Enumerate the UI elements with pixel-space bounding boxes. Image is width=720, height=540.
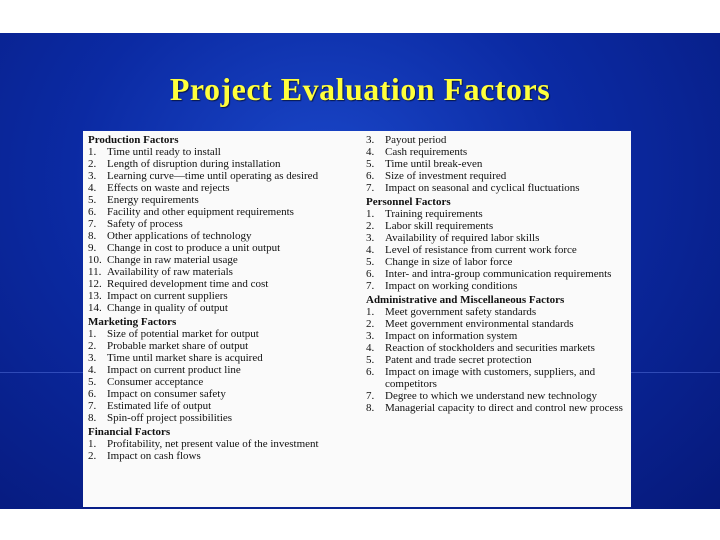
item-text: Impact on consumer safety (107, 388, 226, 400)
item-number: 7. (366, 280, 375, 292)
decorative-line (631, 372, 720, 373)
item-text: Meet government safety standards (385, 306, 537, 318)
list-item (88, 266, 358, 278)
right-column (366, 134, 628, 416)
item-number: 10. (88, 254, 102, 266)
list-item (366, 268, 628, 280)
list-item (366, 318, 628, 330)
list-item (366, 342, 628, 354)
list-item (366, 390, 628, 402)
item-text: Level of resistance from current work force (385, 244, 577, 256)
item-text: Safety of process (107, 218, 183, 230)
item-number: 4. (88, 182, 97, 194)
item-number: 3. (88, 170, 97, 182)
item-number: 7. (366, 182, 375, 194)
list-item (88, 158, 358, 170)
section-heading: Financial Factors (88, 426, 171, 438)
list-item (88, 194, 358, 206)
item-text: Effects on waste and rejects (107, 182, 230, 194)
factor-list (88, 146, 358, 314)
factor-list (88, 328, 358, 424)
list-item (366, 182, 628, 194)
item-text: Impact on current suppliers (107, 290, 228, 302)
list-item (88, 376, 358, 388)
list-item (366, 158, 628, 170)
item-number: 9. (88, 242, 97, 254)
item-text: Impact on seasonal and cyclical fluctuations (385, 182, 580, 194)
item-text: Length of disruption during installation (107, 158, 281, 170)
item-number: 2. (88, 158, 97, 170)
item-text: Change in raw material usage (107, 254, 238, 266)
item-number: 4. (366, 342, 375, 354)
section-heading: Administrative and Miscellaneous Factors (366, 294, 565, 306)
list-item (88, 242, 358, 254)
list-item (88, 206, 358, 218)
item-number: 5. (88, 194, 97, 206)
item-text: Time until market share is acquired (107, 352, 263, 364)
list-item (366, 220, 628, 232)
section-heading: Marketing Factors (88, 316, 177, 328)
item-number: 4. (366, 244, 375, 256)
list-item (88, 438, 358, 450)
slide-title: Project Evaluation Factors (169, 71, 551, 107)
list-item (366, 280, 628, 292)
slide-background (0, 33, 720, 509)
list-item (88, 302, 358, 314)
list-item (88, 230, 358, 242)
item-text: Payout period (385, 134, 447, 146)
item-number: 7. (366, 390, 375, 402)
item-text: Energy requirements (107, 194, 199, 206)
item-number: 1. (366, 306, 375, 318)
factor-list (366, 306, 628, 414)
item-text: Time until ready to install (107, 146, 221, 158)
item-text: Availability of raw materials (107, 266, 233, 278)
item-text: Degree to which we understand new technology (385, 390, 597, 402)
item-text: Time until break-even (385, 158, 483, 170)
item-number: 1. (366, 208, 375, 220)
item-number: 4. (366, 146, 375, 158)
item-text: Impact on cash flows (107, 450, 201, 462)
list-item (366, 208, 628, 220)
list-item (88, 218, 358, 230)
item-text: Impact on current product line (107, 364, 241, 376)
list-item (88, 278, 358, 290)
item-text: Size of investment required (385, 170, 507, 182)
item-text: Change in quality of output (107, 302, 228, 314)
list-item (88, 450, 358, 462)
item-number: 6. (366, 170, 375, 182)
list-item (88, 254, 358, 266)
factor-list (88, 438, 358, 462)
section-heading: Production Factors (88, 134, 179, 146)
item-text: Change in cost to produce a unit output (107, 242, 281, 254)
list-item (366, 366, 628, 390)
list-item (88, 290, 358, 302)
list-item (366, 256, 628, 268)
factor-list (366, 208, 628, 292)
list-item (366, 146, 628, 158)
item-text: Other applications of technology (107, 230, 252, 242)
factor-list (366, 134, 628, 194)
item-number: 8. (88, 412, 97, 424)
item-number: 8. (366, 402, 375, 414)
list-item (88, 340, 358, 352)
item-number: 7. (88, 400, 97, 412)
list-item (366, 134, 628, 146)
item-text: Impact on working conditions (385, 280, 518, 292)
list-item (88, 388, 358, 400)
item-text: Spin-off project possibilities (107, 412, 233, 424)
item-number: 5. (366, 158, 375, 170)
item-text: Availability of required labor skills (385, 232, 540, 244)
item-text: Size of potential market for output (107, 328, 259, 340)
item-number: 2. (366, 318, 375, 330)
item-number: 3. (366, 330, 375, 342)
list-item (88, 182, 358, 194)
item-text: Facility and other equipment requirements (107, 206, 294, 218)
item-text: Change in size of labor force (385, 256, 513, 268)
item-number: 11. (88, 266, 102, 278)
list-item (366, 402, 628, 414)
item-number: 6. (88, 206, 97, 218)
list-item (88, 170, 358, 182)
item-text: Required development time and cost (107, 278, 269, 290)
item-number: 3. (88, 352, 97, 364)
item-number: 4. (88, 364, 97, 376)
item-text: Probable market share of output (107, 340, 249, 352)
list-item (88, 328, 358, 340)
list-item (366, 354, 628, 366)
item-number: 8. (88, 230, 97, 242)
decorative-line (0, 372, 83, 373)
list-item (88, 400, 358, 412)
item-number: 3. (366, 134, 375, 146)
item-text: Profitability, net present value of the investment (107, 438, 319, 450)
item-text: Managerial capacity to direct and control new process (385, 402, 623, 414)
item-number: 12. (88, 278, 102, 290)
item-number: 7. (88, 218, 97, 230)
item-text: Impact on information system (385, 330, 518, 342)
item-text: Impact on image with customers, suppliers, and competitors (385, 366, 596, 390)
item-number: 1. (88, 328, 97, 340)
item-number: 2. (366, 220, 375, 232)
item-number: 5. (88, 376, 97, 388)
item-number: 3. (366, 232, 375, 244)
factors-table-image (83, 131, 631, 507)
item-text: Reaction of stockholders and securities markets (385, 342, 595, 354)
item-text: Patent and trade secret protection (385, 354, 532, 366)
left-column (88, 134, 358, 464)
list-item (366, 306, 628, 318)
item-text: Inter- and intra-group communication requirements (385, 268, 612, 280)
item-number: 6. (88, 388, 97, 400)
list-item (88, 146, 358, 158)
item-text: Cash requirements (385, 146, 468, 158)
list-item (88, 364, 358, 376)
item-text: Consumer acceptance (107, 376, 204, 388)
item-text: Meet government environmental standards (385, 318, 574, 330)
list-item (366, 170, 628, 182)
item-number: 6. (366, 268, 375, 280)
item-number: 1. (88, 438, 97, 450)
item-number: 13. (88, 290, 102, 302)
item-text: Training requirements (385, 208, 483, 220)
item-number: 5. (366, 256, 375, 268)
list-item (366, 330, 628, 342)
item-number: 2. (88, 450, 97, 462)
list-item (366, 232, 628, 244)
item-text: Learning curve—time until operating as desired (107, 170, 319, 182)
item-text: Estimated life of output (107, 400, 212, 412)
list-item (366, 244, 628, 256)
item-number: 14. (88, 302, 102, 314)
list-item (88, 412, 358, 424)
item-number: 2. (88, 340, 97, 352)
item-text: Labor skill requirements (385, 220, 494, 232)
item-number: 6. (366, 366, 375, 378)
list-item (88, 352, 358, 364)
item-number: 5. (366, 354, 375, 366)
item-number: 1. (88, 146, 97, 158)
section-heading: Personnel Factors (366, 196, 451, 208)
